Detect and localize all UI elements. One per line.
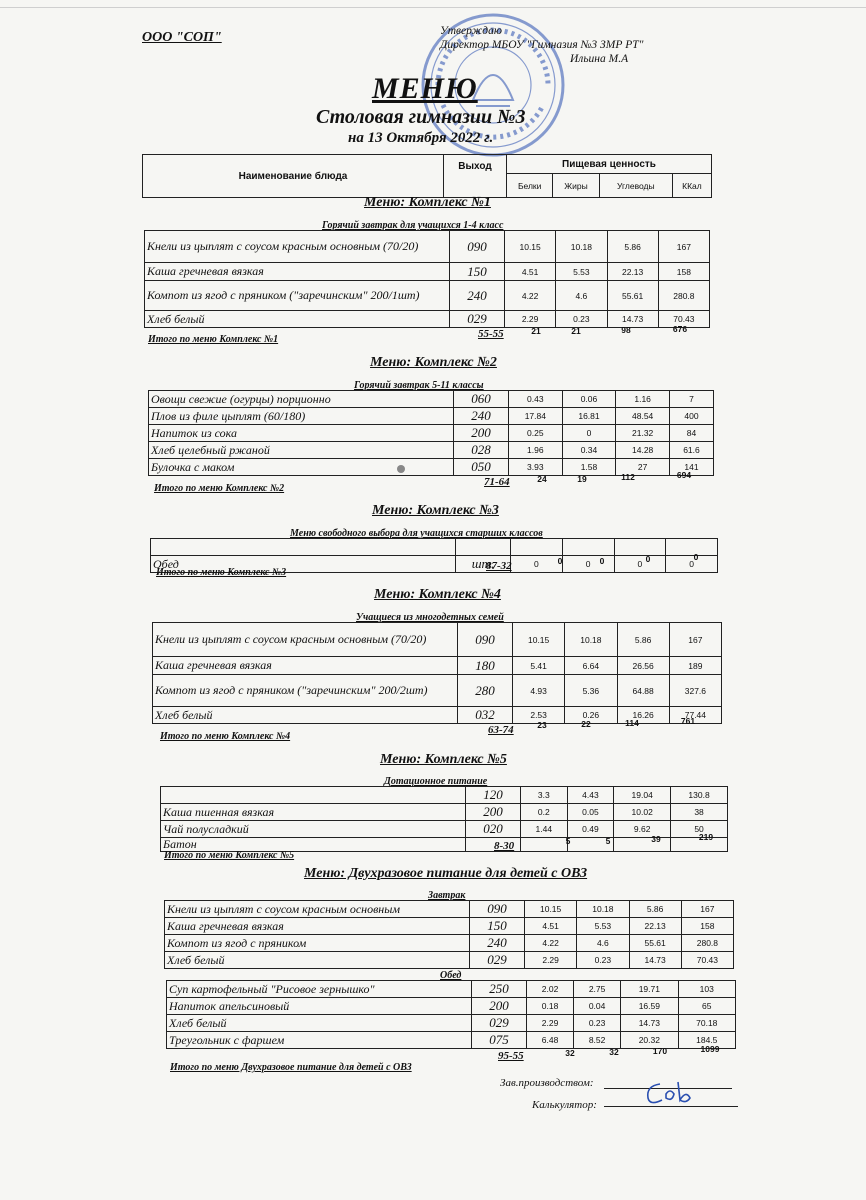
total-fat: 5 bbox=[605, 836, 611, 846]
kcal: 167 bbox=[669, 623, 721, 657]
protein: 4.22 bbox=[505, 281, 556, 311]
fat: 2.75 bbox=[574, 981, 621, 998]
table-row bbox=[149, 442, 714, 459]
fat: 0.49 bbox=[567, 821, 614, 838]
total-kcal: 676 bbox=[672, 324, 688, 334]
kcal: 184.5 bbox=[678, 1032, 735, 1049]
protein: 10.15 bbox=[505, 231, 556, 263]
dish-yield: 020 bbox=[466, 821, 521, 838]
header-nutrition: Пищевая ценность bbox=[507, 155, 712, 174]
kcal: 167 bbox=[658, 231, 709, 263]
table-row bbox=[145, 281, 710, 311]
fat: 16.81 bbox=[562, 408, 616, 425]
dish-yield: 150 bbox=[470, 918, 525, 935]
fat: 0.23 bbox=[577, 952, 629, 969]
dish-name: Овощи свежие (огурцы) порционно bbox=[149, 391, 454, 408]
table-row bbox=[145, 231, 710, 263]
total-carbs: 112 bbox=[621, 472, 635, 482]
dish-yield: 240 bbox=[450, 281, 505, 311]
dish-yield: 029 bbox=[450, 311, 505, 328]
calculator-label: Калькулятор: bbox=[532, 1099, 597, 1111]
group-title: Дотационное питание bbox=[384, 776, 488, 787]
protein: 1.96 bbox=[509, 442, 563, 459]
dish-yield: 120 bbox=[466, 787, 521, 804]
dish-name: Каша гречневая вязкая bbox=[165, 918, 470, 935]
dish-yield bbox=[456, 539, 511, 556]
kcal: 158 bbox=[681, 918, 733, 935]
fat: 0.26 bbox=[565, 707, 617, 724]
table-row bbox=[145, 263, 710, 281]
carbs: 5.86 bbox=[617, 623, 669, 657]
fat bbox=[562, 539, 614, 556]
total-kcal: 219 bbox=[698, 832, 714, 842]
carbs: 19.04 bbox=[614, 787, 671, 804]
total-kcal: 0 bbox=[693, 552, 699, 562]
fat: 5.53 bbox=[577, 918, 629, 935]
dish-yield: 060 bbox=[454, 391, 509, 408]
fat: 0.06 bbox=[562, 391, 616, 408]
total-label: Итого по меню Комплекс №5 bbox=[164, 850, 295, 861]
carbs: 22.13 bbox=[607, 263, 658, 281]
page-subtitle: Столовая гимназии №3 bbox=[316, 106, 526, 128]
dish-yield: 050 bbox=[454, 459, 509, 476]
total-kcal: 1099 bbox=[700, 1044, 720, 1054]
carbs: 20.32 bbox=[621, 1032, 678, 1049]
group-title: Завтрак bbox=[428, 890, 466, 901]
kcal: 65 bbox=[678, 998, 735, 1015]
total-fat: 19 bbox=[577, 474, 587, 484]
total-carbs: 170 bbox=[652, 1046, 668, 1056]
dish-name: Компот из ягод с пряником bbox=[165, 935, 470, 952]
table-row bbox=[165, 952, 734, 969]
fat: 0.23 bbox=[556, 311, 607, 328]
fat: 0.23 bbox=[574, 1015, 621, 1032]
protein: 1.44 bbox=[521, 821, 568, 838]
dish-yield: 280 bbox=[458, 675, 513, 707]
dish-yield: 090 bbox=[450, 231, 505, 263]
header-yield: Выход bbox=[444, 155, 507, 198]
protein: 4.51 bbox=[505, 263, 556, 281]
total-carbs: 0 bbox=[645, 554, 651, 564]
table-row bbox=[165, 901, 734, 918]
carbs: 26.56 bbox=[617, 657, 669, 675]
header-col: Жиры bbox=[553, 174, 599, 198]
total-carbs: 114 bbox=[625, 718, 639, 728]
total-yield: 95-55 bbox=[498, 1050, 524, 1062]
carbs: 55.61 bbox=[629, 935, 681, 952]
kcal: 158 bbox=[658, 263, 709, 281]
protein: 3.93 bbox=[509, 459, 563, 476]
fat: 4.43 bbox=[567, 787, 614, 804]
carbs: 55.61 bbox=[607, 281, 658, 311]
dish-name: Булочка с маком bbox=[149, 459, 454, 476]
total-fat: 21 bbox=[571, 326, 581, 336]
carbs: 14.73 bbox=[621, 1015, 678, 1032]
total-protein: 21 bbox=[531, 326, 541, 336]
dish-name: Каша гречневая вязкая bbox=[153, 657, 458, 675]
fat: 0.34 bbox=[562, 442, 616, 459]
dish-yield: 090 bbox=[458, 623, 513, 657]
total-yield: 71-64 bbox=[484, 476, 510, 488]
dish-name: Хлеб белый bbox=[167, 1015, 472, 1032]
table-row bbox=[165, 935, 734, 952]
carbs: 9.62 bbox=[614, 821, 671, 838]
kcal: 84 bbox=[669, 425, 713, 442]
carbs: 16.59 bbox=[621, 998, 678, 1015]
table-row bbox=[153, 623, 722, 657]
kcal: 400 bbox=[669, 408, 713, 425]
production-head-label: Зав.производством: bbox=[500, 1077, 594, 1089]
table-row bbox=[167, 981, 736, 998]
dish-yield: 032 bbox=[458, 707, 513, 724]
fat: 0.05 bbox=[567, 804, 614, 821]
protein: 0.43 bbox=[509, 391, 563, 408]
kcal: 167 bbox=[681, 901, 733, 918]
carbs: 5.86 bbox=[607, 231, 658, 263]
fat: 10.18 bbox=[565, 623, 617, 657]
menu-table bbox=[164, 900, 734, 969]
dish-name: Кнели из цыплят с соусом красным основным (70/20) bbox=[145, 231, 450, 263]
protein: 6.48 bbox=[527, 1032, 574, 1049]
dish-name: Хлеб белый bbox=[153, 707, 458, 724]
dish-name: Компот из ягод с пряником ("заречинским" 200/1шт) bbox=[145, 281, 450, 311]
dish-name bbox=[151, 539, 456, 556]
carbs: 14.73 bbox=[607, 311, 658, 328]
total-protein: 0 bbox=[557, 556, 563, 566]
dish-name: Напиток из сока bbox=[149, 425, 454, 442]
dish-name: Плов из филе цыплят (60/180) bbox=[149, 408, 454, 425]
kcal: 0 bbox=[666, 556, 718, 573]
header-col: ККал bbox=[672, 174, 711, 198]
punch-hole-mark bbox=[397, 465, 405, 473]
kcal: 327.6 bbox=[669, 675, 721, 707]
fat: 4.6 bbox=[577, 935, 629, 952]
total-yield: 55-55 bbox=[478, 328, 504, 340]
fat: 1.58 bbox=[562, 459, 616, 476]
total-kcal: 694 bbox=[676, 470, 692, 480]
table-row bbox=[149, 408, 714, 425]
kcal: 61.6 bbox=[669, 442, 713, 459]
protein: 10.15 bbox=[525, 901, 577, 918]
header-col: Углеводы bbox=[599, 174, 672, 198]
total-carbs: 39 bbox=[651, 834, 661, 844]
dish-yield: 075 bbox=[472, 1032, 527, 1049]
group-title: Горячий завтрак для учащихся 1-4 класс bbox=[322, 220, 504, 231]
kcal: 189 bbox=[669, 657, 721, 675]
kcal: 130.8 bbox=[671, 787, 728, 804]
kcal: 141 bbox=[669, 459, 713, 476]
kcal: 70.43 bbox=[681, 952, 733, 969]
kcal: 70.18 bbox=[678, 1015, 735, 1032]
dish-yield: 090 bbox=[470, 901, 525, 918]
calculator-signature-icon bbox=[640, 1076, 700, 1112]
dish-name: Треугольник с фаршем bbox=[167, 1032, 472, 1049]
dish-name: Батон bbox=[161, 838, 466, 852]
carbs: 5.86 bbox=[629, 901, 681, 918]
protein bbox=[511, 539, 563, 556]
total-label: Итого по меню Комплекс №1 bbox=[148, 334, 279, 345]
protein: 4.93 bbox=[513, 675, 565, 707]
kcal: 50 bbox=[671, 821, 728, 838]
carbs: 16.26 bbox=[617, 707, 669, 724]
dish-name: Каша гречневая вязкая bbox=[145, 263, 450, 281]
kcal: 70.43 bbox=[658, 311, 709, 328]
section-title: Меню: Комплекс №5 bbox=[380, 752, 507, 767]
table-row bbox=[165, 918, 734, 935]
header-name: Наименование блюда bbox=[143, 155, 444, 198]
carbs: 22.13 bbox=[629, 918, 681, 935]
table-row bbox=[153, 657, 722, 675]
total-protein: 23 bbox=[537, 720, 547, 730]
protein: 0.25 bbox=[509, 425, 563, 442]
protein: 2.29 bbox=[527, 1015, 574, 1032]
dish-name: Кнели из цыплят с соусом красным основным bbox=[165, 901, 470, 918]
dish-yield: 200 bbox=[466, 804, 521, 821]
dish-yield: 200 bbox=[454, 425, 509, 442]
protein: 2.29 bbox=[505, 311, 556, 328]
menu-table bbox=[148, 390, 714, 476]
protein: 0 bbox=[511, 556, 563, 573]
fat: 8.52 bbox=[574, 1032, 621, 1049]
total-label: Итого по меню Двухразовое питание для детей с ОВЗ bbox=[170, 1062, 412, 1073]
fat: 0 bbox=[562, 556, 614, 573]
dish-yield: 028 bbox=[454, 442, 509, 459]
table-row bbox=[149, 425, 714, 442]
section-title: Меню: Комплекс №4 bbox=[374, 587, 501, 602]
total-yield: 63-74 bbox=[488, 724, 514, 736]
fat: 5.53 bbox=[556, 263, 607, 281]
protein: 2.29 bbox=[525, 952, 577, 969]
carbs: 48.54 bbox=[616, 408, 670, 425]
carbs: 0 bbox=[614, 556, 666, 573]
fat: 10.18 bbox=[577, 901, 629, 918]
table-row bbox=[161, 787, 728, 804]
total-protein: 32 bbox=[565, 1048, 575, 1058]
carbs: 21.32 bbox=[616, 425, 670, 442]
section-title: Меню: Комплекс №3 bbox=[372, 503, 499, 518]
table-row bbox=[153, 675, 722, 707]
protein: 2.53 bbox=[513, 707, 565, 724]
table-row bbox=[167, 998, 736, 1015]
fat: 0.04 bbox=[574, 998, 621, 1015]
column-header-table bbox=[142, 154, 712, 198]
carbs: 10.02 bbox=[614, 804, 671, 821]
total-label: Итого по меню Комплекс №2 bbox=[154, 483, 285, 494]
kcal: 38 bbox=[671, 804, 728, 821]
total-yield: 8-30 bbox=[494, 840, 515, 852]
kcal: 280.8 bbox=[658, 281, 709, 311]
dish-name: Компот из ягод с пряником ("заречинским" 200/2шт) bbox=[153, 675, 458, 707]
dish-name: Напиток апельсиновый bbox=[167, 998, 472, 1015]
group-title: Горячий завтрак 5-11 классы bbox=[354, 380, 484, 391]
dish-name: Суп картофельный "Рисовое зернышко" bbox=[167, 981, 472, 998]
group-title: Обед bbox=[440, 970, 462, 981]
dish-name: Хлеб целебный ржаной bbox=[149, 442, 454, 459]
section-title: Меню: Комплекс №2 bbox=[370, 355, 497, 370]
protein: 10.15 bbox=[513, 623, 565, 657]
header-col: Белки bbox=[507, 174, 553, 198]
table-row bbox=[161, 804, 728, 821]
carbs: 14.73 bbox=[629, 952, 681, 969]
protein: 17.84 bbox=[509, 408, 563, 425]
menu-date: на 13 Октября 2022 г. bbox=[348, 130, 494, 146]
protein: 0.2 bbox=[521, 804, 568, 821]
approval-block bbox=[440, 24, 644, 66]
dish-name: Хлеб белый bbox=[165, 952, 470, 969]
protein: 2.02 bbox=[527, 981, 574, 998]
kcal: 7 bbox=[669, 391, 713, 408]
total-fat: 32 bbox=[609, 1047, 619, 1057]
table-row bbox=[149, 391, 714, 408]
menu-table bbox=[152, 622, 722, 724]
total-protein: 5 bbox=[565, 836, 571, 846]
fat: 6.64 bbox=[565, 657, 617, 675]
protein: 3.3 bbox=[521, 787, 568, 804]
approval-line: Директор МБОУ "Гимназия №3 ЗМР РТ" bbox=[440, 39, 644, 51]
approval-line: Ильина М.А bbox=[570, 53, 629, 65]
total-protein: 24 bbox=[537, 474, 547, 484]
protein: 4.22 bbox=[525, 935, 577, 952]
kcal: 103 bbox=[678, 981, 735, 998]
protein: 0.18 bbox=[527, 998, 574, 1015]
menu-table bbox=[166, 980, 736, 1049]
dish-yield: 240 bbox=[470, 935, 525, 952]
total-fat: 0 bbox=[599, 556, 605, 566]
carbs bbox=[614, 539, 666, 556]
section-title: Меню: Комплекс №1 bbox=[364, 195, 491, 210]
dish-yield: 029 bbox=[472, 1015, 527, 1032]
fat: 4.6 bbox=[556, 281, 607, 311]
scan-edge-line bbox=[0, 7, 866, 8]
carbs: 27 bbox=[616, 459, 670, 476]
page-title: МЕНЮ bbox=[372, 72, 478, 105]
total-yield: 87-32 bbox=[486, 560, 512, 572]
dish-name: Кнели из цыплят с соусом красным основным (70/20) bbox=[153, 623, 458, 657]
total-fat: 22 bbox=[581, 719, 591, 729]
dish-name: Обед bbox=[151, 556, 456, 573]
fat: 0 bbox=[562, 425, 616, 442]
table-row bbox=[167, 1015, 736, 1032]
dish-name: Каша пшенная вязкая bbox=[161, 804, 466, 821]
dish-yield: 150 bbox=[450, 263, 505, 281]
carbs: 19.71 bbox=[621, 981, 678, 998]
carbs: 64.88 bbox=[617, 675, 669, 707]
total-carbs: 98 bbox=[621, 325, 631, 335]
total-kcal: 761 bbox=[680, 716, 696, 726]
dish-name: Чай полусладкий bbox=[161, 821, 466, 838]
group-title: Меню свободного выбора для учащихся старших классов bbox=[290, 528, 543, 539]
fat: 5.36 bbox=[565, 675, 617, 707]
total-label: Итого по меню Комплекс №3 bbox=[156, 567, 287, 578]
dish-yield: 250 bbox=[472, 981, 527, 998]
protein: 5.41 bbox=[513, 657, 565, 675]
group-title: Учащиеся из многодетных семей bbox=[356, 612, 504, 623]
dish-yield: 180 bbox=[458, 657, 513, 675]
kcal: 280.8 bbox=[681, 935, 733, 952]
dish-yield: 029 bbox=[470, 952, 525, 969]
table-row bbox=[151, 539, 718, 556]
protein: 4.51 bbox=[525, 918, 577, 935]
menu-table bbox=[144, 230, 710, 328]
approval-line: Утверждаю bbox=[440, 25, 502, 37]
dish-yield: 240 bbox=[454, 408, 509, 425]
fat: 10.18 bbox=[556, 231, 607, 263]
dish-yield: шт. bbox=[456, 556, 511, 573]
section-title: Меню: Двухразовое питание для детей с ОВЗ bbox=[304, 866, 588, 881]
dish-name bbox=[161, 787, 466, 804]
dish-yield: 200 bbox=[472, 998, 527, 1015]
kcal: 77.44 bbox=[669, 707, 721, 724]
carbs: 14.28 bbox=[616, 442, 670, 459]
total-label: Итого по меню Комплекс №4 bbox=[160, 731, 291, 742]
dish-name: Хлеб белый bbox=[145, 311, 450, 328]
organization-name: ООО "СОП" bbox=[142, 30, 222, 45]
carbs: 1.16 bbox=[616, 391, 670, 408]
